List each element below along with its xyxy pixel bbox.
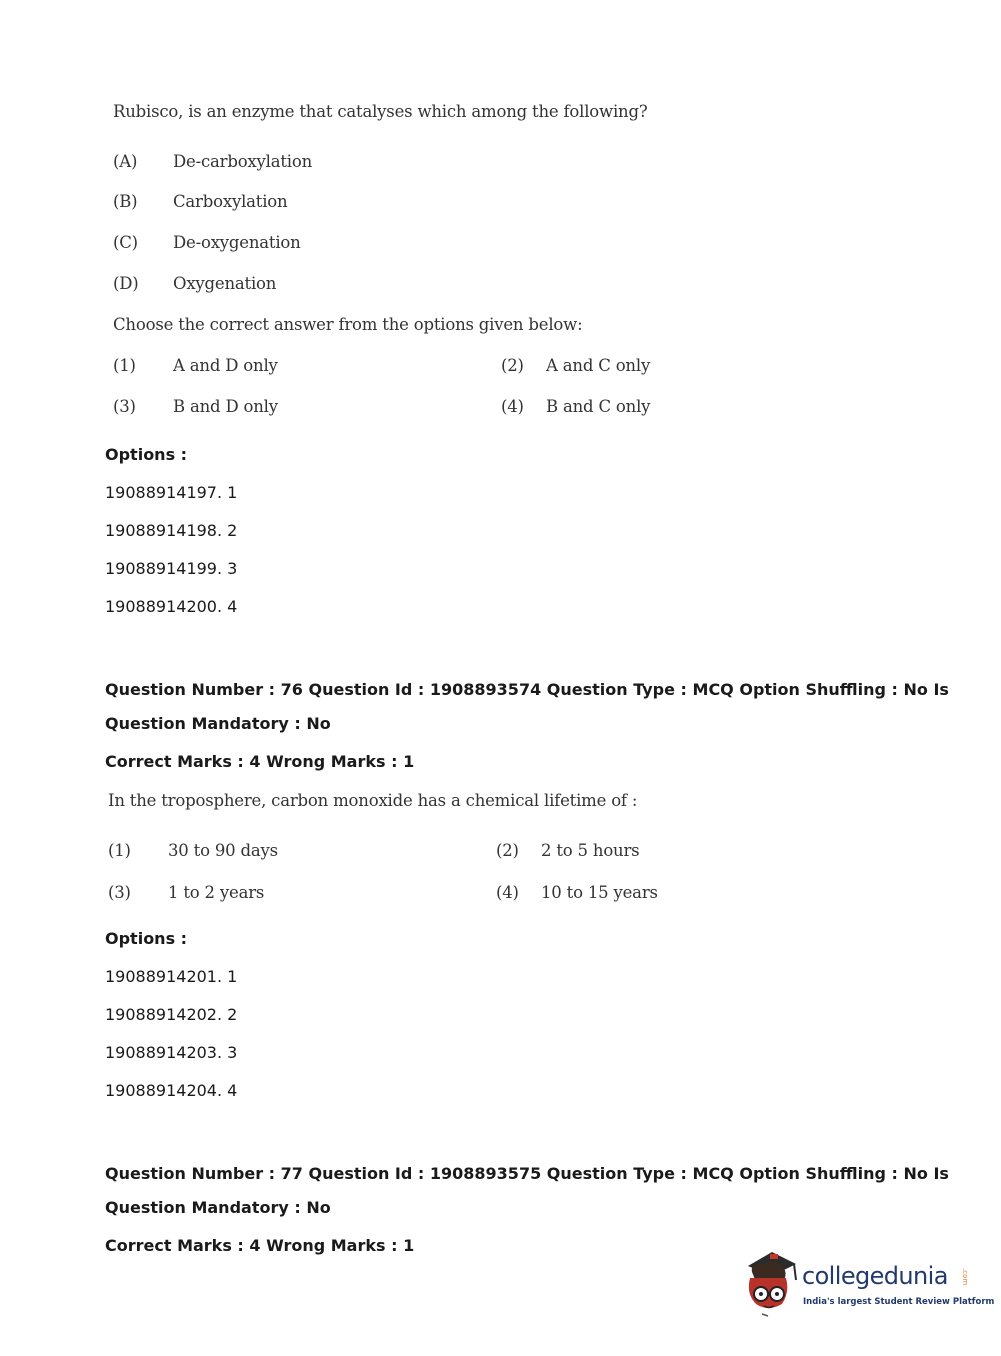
statement-a-label: (A) bbox=[113, 152, 138, 171]
q75-choice-1-label: (1) bbox=[113, 356, 136, 375]
q76-header-line-1: Question Number : 76 Question Id : 1908893574 Question Type : MCQ Option Shuffling : No Is bbox=[105, 680, 949, 699]
q75-choice-1-text: A and D only bbox=[173, 356, 278, 375]
q77-header-line-2: Question Mandatory : No bbox=[105, 1198, 331, 1217]
q75-option-id-3: 19088914199. 3 bbox=[105, 559, 238, 578]
q76-option-id-3: 19088914203. 3 bbox=[105, 1043, 238, 1062]
statement-c-text: De-oxygenation bbox=[173, 233, 301, 252]
q76-options-heading: Options : bbox=[105, 929, 188, 948]
question-75-stem: Rubisco, is an enzyme that catalyses which among the following? bbox=[113, 102, 648, 121]
mascot-icon bbox=[742, 1248, 802, 1320]
q75-option-id-2: 19088914198. 2 bbox=[105, 521, 238, 540]
statement-c-label: (C) bbox=[113, 233, 138, 252]
q75-choice-3-label: (3) bbox=[113, 397, 136, 416]
statement-a-text: De-carboxylation bbox=[173, 152, 313, 171]
q75-choice-3-text: B and D only bbox=[173, 397, 278, 416]
statement-d-label: (D) bbox=[113, 274, 139, 293]
q76-header-line-2: Question Mandatory : No bbox=[105, 714, 331, 733]
q76-choice-2-text: 2 to 5 hours bbox=[541, 841, 640, 860]
statement-b-label: (B) bbox=[113, 192, 138, 211]
q75-options-heading: Options : bbox=[105, 445, 188, 464]
question-75-instruction: Choose the correct answer from the options given below: bbox=[113, 315, 583, 334]
q75-option-id-4: 19088914200. 4 bbox=[105, 597, 238, 616]
q75-choice-4-text: B and C only bbox=[546, 397, 651, 416]
q76-option-id-1: 19088914201. 1 bbox=[105, 967, 238, 986]
q76-option-id-2: 19088914202. 2 bbox=[105, 1005, 238, 1024]
collegedunia-logo[interactable] bbox=[742, 1248, 995, 1320]
q77-header-line-1: Question Number : 77 Question Id : 1908893575 Question Type : MCQ Option Shuffling : No Is bbox=[105, 1164, 949, 1183]
q76-choice-3-label: (3) bbox=[108, 883, 131, 902]
question-76-stem: In the troposphere, carbon monoxide has a chemical lifetime of : bbox=[108, 791, 638, 810]
logo-tagline: India's largest Student Review Platform bbox=[803, 1297, 995, 1307]
q75-choice-2-label: (2) bbox=[501, 356, 524, 375]
q76-choice-4-label: (4) bbox=[496, 883, 519, 902]
q76-choice-1-label: (1) bbox=[108, 841, 131, 860]
q76-choice-3-text: 1 to 2 years bbox=[168, 883, 265, 902]
q76-choice-2-label: (2) bbox=[496, 841, 519, 860]
q76-option-id-4: 19088914204. 4 bbox=[105, 1081, 238, 1100]
q75-choice-2-text: A and C only bbox=[546, 356, 651, 375]
logo-wordmark: collegedunia bbox=[802, 1262, 948, 1290]
logo-domain: .com bbox=[961, 1268, 969, 1286]
statement-b-text: Carboxylation bbox=[173, 192, 288, 211]
q76-choice-4-text: 10 to 15 years bbox=[541, 883, 658, 902]
statement-d-text: Oxygenation bbox=[173, 274, 277, 293]
q75-option-id-1: 19088914197. 1 bbox=[105, 483, 238, 502]
q76-choice-1-text: 30 to 90 days bbox=[168, 841, 278, 860]
q77-marks: Correct Marks : 4 Wrong Marks : 1 bbox=[105, 1236, 415, 1255]
q75-choice-4-label: (4) bbox=[501, 397, 524, 416]
q76-marks: Correct Marks : 4 Wrong Marks : 1 bbox=[105, 752, 415, 771]
